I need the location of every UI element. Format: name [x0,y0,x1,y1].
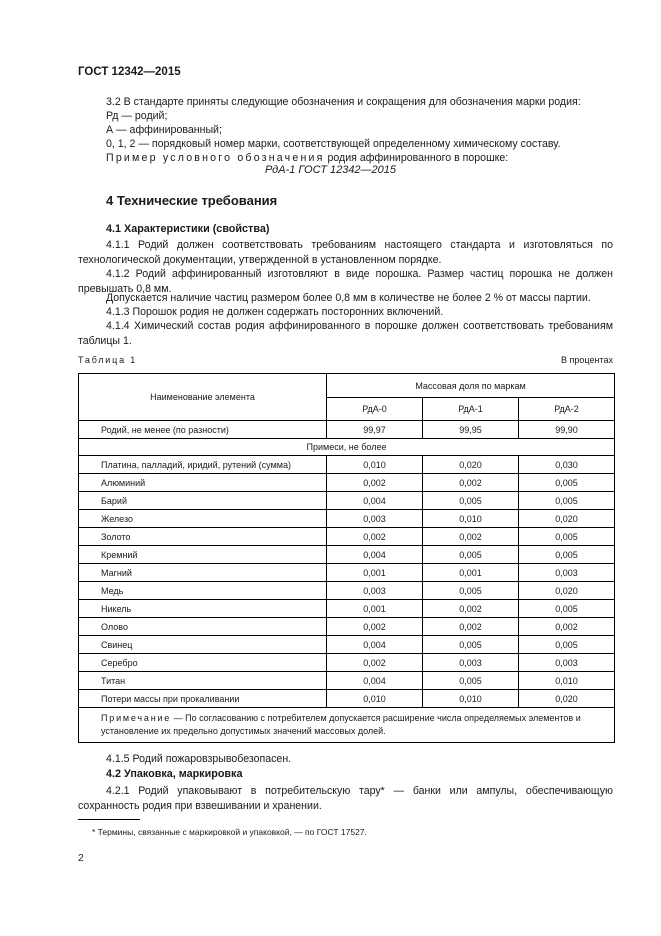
column-header-element: Наименование элемента [79,374,327,421]
table-row [79,474,615,492]
element-name: Никель [79,600,327,618]
mass-fraction-cell: 0,002 [519,618,615,636]
mass-fraction-cell: 0,002 [423,528,519,546]
column-header-mass-fraction: Массовая доля по маркам [327,374,615,398]
mass-fraction-cell: 0,004 [327,636,423,654]
element-name: Серебро [79,654,327,672]
footnote-separator [78,819,140,820]
clause-4-1-2-note: Допускается наличие частиц размером более 0,8 мм в количестве не более 2 % от массы партии. [106,292,591,304]
mass-fraction-cell: 0,003 [327,510,423,528]
table-note-row [79,708,615,743]
mass-fraction-cell: 0,002 [327,528,423,546]
element-name: Барий [79,492,327,510]
mass-fraction-cell: 0,030 [519,456,615,474]
table-row [79,654,615,672]
mass-fraction-cell: 0,005 [423,636,519,654]
mass-fraction-cell: 0,002 [423,618,519,636]
mass-fraction-cell: 0,003 [519,654,615,672]
table-row [79,600,615,618]
table-row [79,582,615,600]
clause-3-2: 3.2 В стандарте приняты следующие обозначения и сокращения для обозначения марки родия: [106,96,581,108]
element-name: Родий, не менее (по разности) [79,421,327,439]
mass-fraction-cell: 0,004 [327,546,423,564]
table-row [79,421,615,439]
mass-fraction-cell: 0,020 [423,456,519,474]
clause-4-1-2: 4.1.2 Родий аффинированный изготовляют в виде порошка. Размер частиц порошка не должен превышать 0,8 мм. [78,268,613,295]
table-row [79,564,615,582]
clause-4-1-3: 4.1.3 Порошок родия не должен содержать посторонних включений. [106,306,444,318]
mass-fraction-cell: 0,001 [423,564,519,582]
mass-fraction-cell: 0,002 [327,474,423,492]
mass-fraction-cell: 0,005 [519,600,615,618]
table-row [79,546,615,564]
mass-fraction-cell: 0,005 [423,582,519,600]
element-name: Алюминий [79,474,327,492]
table-row [79,618,615,636]
element-name: Олово [79,618,327,636]
grade-header: РдА-1 [423,398,519,421]
mass-fraction-cell: 0,005 [423,672,519,690]
element-name: Титан [79,672,327,690]
section-4-1-title: 4.1 Характеристики (свойства) [106,223,270,235]
table-row [79,456,615,474]
mass-fraction-cell: 0,001 [327,564,423,582]
element-name: Потери массы при прокаливании [79,690,327,708]
mass-fraction-cell: 0,003 [423,654,519,672]
mass-fraction-cell: 0,010 [423,510,519,528]
impurities-label: Примеси, не более [79,439,615,456]
mass-fraction-cell: 0,010 [423,690,519,708]
mass-fraction-cell: 0,003 [327,582,423,600]
table-row [79,510,615,528]
mass-fraction-cell: 0,010 [519,672,615,690]
mass-fraction-cell: 0,010 [327,456,423,474]
standard-header: ГОСТ 12342—2015 [78,66,181,78]
mass-fraction-cell: 0,005 [519,528,615,546]
mass-fraction-cell: 0,005 [519,636,615,654]
example-text: родия аффинированного в порошке: [324,152,509,164]
clause-4-1-5: 4.1.5 Родий пожаровзрывобезопасен. [106,753,292,765]
mass-fraction-cell: 0,005 [519,492,615,510]
element-name: Свинец [79,636,327,654]
composition-table [78,373,615,743]
mass-fraction-cell: 0,010 [327,690,423,708]
example-label: Пример условного обозначения [106,152,325,164]
element-name: Магний [79,564,327,582]
mass-fraction-cell: 0,003 [519,564,615,582]
footnote: * Термины, связанные с маркировкой и упаковкой, — по ГОСТ 17527. [92,827,367,837]
mass-fraction-cell: 0,004 [327,672,423,690]
clause-4-1-1: 4.1.1 Родий должен соответствовать требованиям настоящего стандарта и изготовляться по технологической документации, утвержденной в установленном порядке. [78,239,613,266]
impurities-subheader-row [79,439,615,456]
note-text: — По согласованию с потребителем допускается расширение числа определяемых элементов и установление их предельно допустимых значений массовых долей. [101,713,581,736]
mass-fraction-cell: 0,002 [423,474,519,492]
table-caption: Таблица 1 [78,355,137,365]
element-name: Золото [79,528,327,546]
mass-fraction-cell: 0,002 [327,618,423,636]
abbrev-numbers: 0, 1, 2 — порядковый номер марки, соответствующей определенному химическому составу. [106,138,561,150]
grade-header: РдА-0 [327,398,423,421]
table-row [79,492,615,510]
page-number: 2 [78,852,84,864]
designation-example: РдА-1 ГОСТ 12342—2015 [264,164,397,176]
mass-fraction-cell: 0,020 [519,582,615,600]
mass-fraction-cell: 0,005 [423,546,519,564]
element-name: Платина, палладий, иридий, рутений (сумма) [79,456,327,474]
mass-fraction-cell: 0,020 [519,690,615,708]
section-4-2-title: 4.2 Упаковка, маркировка [106,768,243,780]
mass-fraction-cell: 0,005 [519,546,615,564]
mass-fraction-cell: 0,004 [327,492,423,510]
mass-fraction-cell: 0,002 [423,600,519,618]
mass-fraction-cell: 0,002 [327,654,423,672]
grade-header: РдА-2 [519,398,615,421]
element-name: Железо [79,510,327,528]
table-row [79,528,615,546]
table-header-row [79,374,615,398]
mass-fraction-cell: 99,95 [423,421,519,439]
element-name: Кремний [79,546,327,564]
mass-fraction-cell: 0,005 [519,474,615,492]
table-note [79,708,615,743]
abbrev-a: А — аффинированный; [106,124,222,136]
table-unit: В процентах [561,355,613,365]
mass-fraction-cell: 0,020 [519,510,615,528]
mass-fraction-cell: 0,005 [423,492,519,510]
mass-fraction-cell: 0,001 [327,600,423,618]
note-label: Примечание [101,713,172,723]
element-name: Медь [79,582,327,600]
clause-4-2-1: 4.2.1 Родий упаковывают в потребительскую тару* — банки или ампулы, обеспечивающую сохранность родия при взвешивании и хранении. [78,785,613,812]
mass-fraction-cell: 99,97 [327,421,423,439]
abbrev-rd: Рд — родий; [106,110,168,122]
table-row [79,690,615,708]
section-4-title: 4 Технические требования [106,193,278,208]
mass-fraction-cell: 99,90 [519,421,615,439]
table-row [79,636,615,654]
clause-4-1-4: 4.1.4 Химический состав родия аффинированного в порошке должен соответствовать требованиям таблицы 1. [78,320,613,347]
table-row [79,672,615,690]
